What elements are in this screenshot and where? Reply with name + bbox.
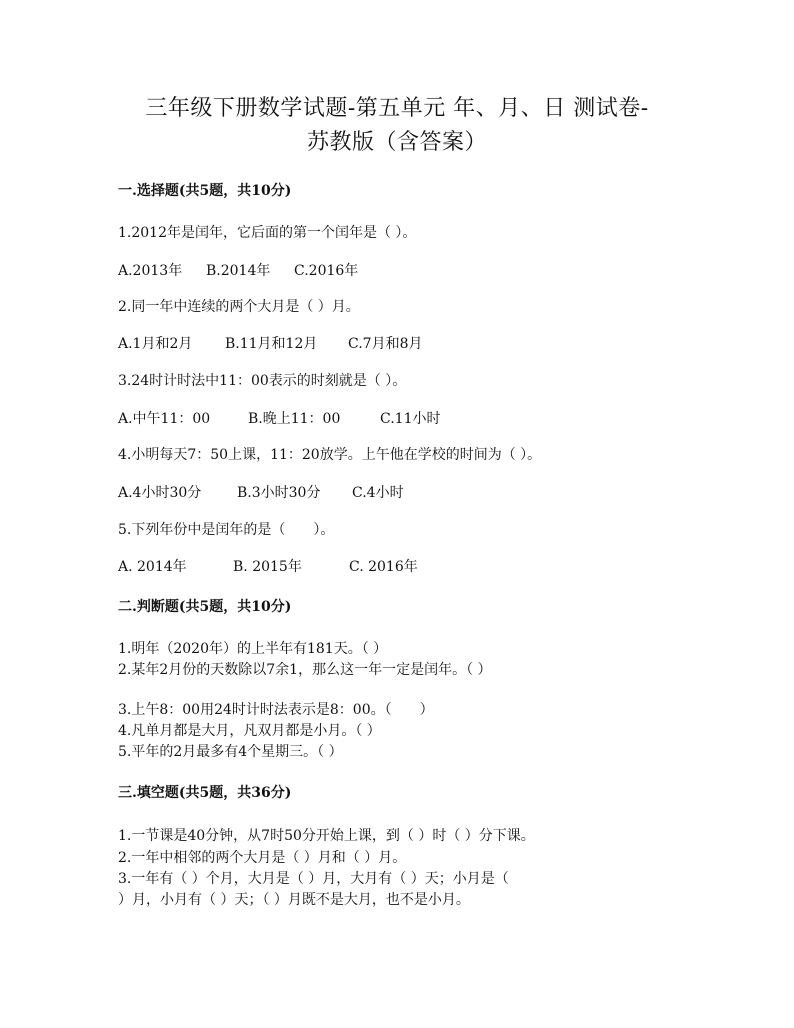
option-b: B.2014年: [206, 263, 271, 279]
page-title-line-1: 三年级下册数学试题-第五单元 年、月、日 测试卷-: [145, 96, 649, 121]
question-text: 3.一年有（ ）个月，大月是（ ）月，大月有（ ）天；小月是（: [118, 871, 509, 887]
question-text: 4.凡单月都是大月，凡双月都是小月。（ ）: [118, 723, 381, 739]
section-heading-choice: 一.选择题(共5题，共10分): [118, 183, 292, 199]
page-title-line-2: 苏教版（含答案）: [306, 130, 487, 155]
option-c: C.7月和8月: [348, 336, 423, 352]
option-c: C. 2016年: [349, 559, 418, 575]
option-b: B.晚上11：00: [248, 411, 341, 427]
option-b: B. 2015年: [233, 559, 302, 575]
option-c: C.11小时: [380, 411, 441, 427]
section-heading-fill: 三.填空题(共5题，共36分): [118, 785, 292, 801]
question-text: 1.2012年是闰年，它后面的第一个闰年是（ ）。: [118, 225, 417, 241]
question-text: 3.上午8：00用24时计时法表示是8：00。（ ）: [118, 702, 434, 718]
question-text: 2.同一年中连续的两个大月是（ ）月。: [118, 299, 360, 315]
question-text: 4.小明每天7：50上课，11：20放学。上午他在学校的时间为（ ）。: [118, 447, 542, 463]
question-text: 5.平年的2月最多有4个星期三。（ ）: [118, 744, 343, 760]
question-text: 1.一节课是40分钟，从7时50分开始上课，到（ ）时（ ）分下课。: [118, 828, 535, 844]
question-text: 2.一年中相邻的两个大月是（ ）月和（ ）月。: [118, 850, 407, 866]
section-heading-judgment: 二.判断题(共5题，共10分): [118, 599, 292, 615]
option-a: A. 2014年: [118, 559, 187, 575]
option-a: A.2013年: [118, 263, 183, 279]
option-a: A.中午11：00: [118, 411, 211, 427]
option-c: C.2016年: [294, 263, 359, 279]
option-c: C.4小时: [352, 485, 404, 501]
question-text: 5.下列年份中是闰年的是（ ）。: [118, 522, 335, 538]
question-text: ）月，小月有（ ）天；（ ）月既不是大月，也不是小月。: [118, 892, 470, 908]
option-a: A.1月和2月: [118, 336, 193, 352]
option-b: B.11月和12月: [225, 336, 318, 352]
question-text: 2.某年2月份的天数除以7余1，那么这一年一定是闰年。（ ）: [118, 662, 492, 678]
option-b: B.3小时30分: [237, 485, 321, 501]
question-text: 3.24时计时法中11：00表示的时刻就是（ ）。: [118, 373, 407, 389]
question-text: 1.明年（2020年）的上半年有181天。（ ）: [118, 641, 388, 657]
option-a: A.4小时30分: [118, 485, 202, 501]
